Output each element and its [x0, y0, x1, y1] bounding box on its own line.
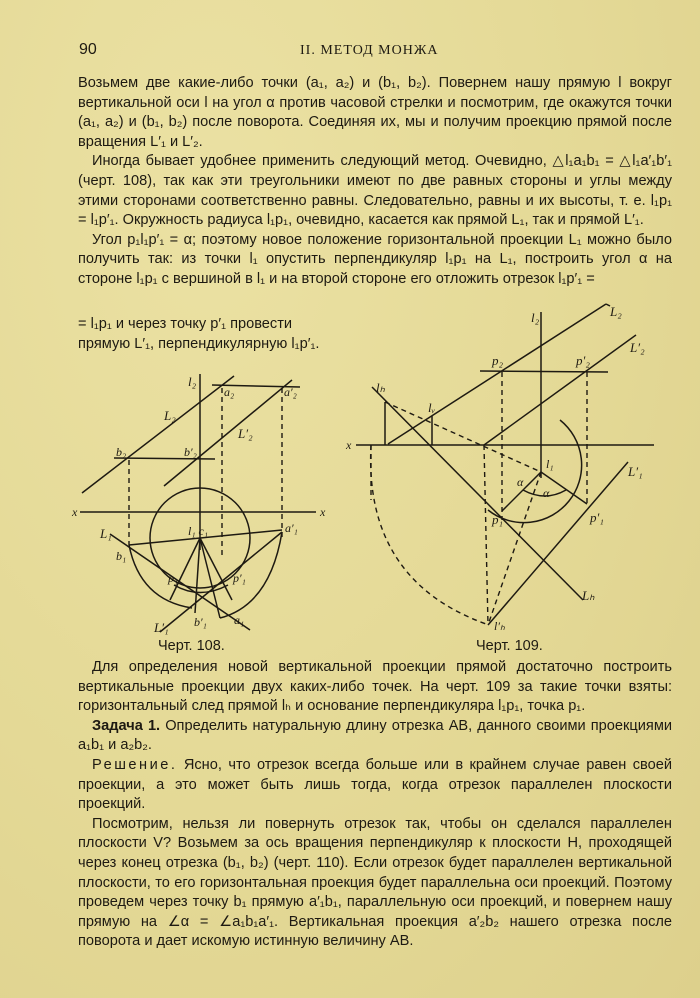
paragraph-final: Посмотрим, нельзя ли повернуть отрезок так, чтобы он сделался параллелен плоскости V? Возьмем за ось вращения перпендикуляр к плоскости H, проходящей через конец отрезка (b₁, b₂) (черт. 110). Если отрезок будет параллелен вертикальной плоскости, то его горизонтальная проекция будет параллельна оси проекций. Поэтому проведем через точку b₁ прямую a′₁b₁, параллельную оси проекций, и повернем нашу прямую на ∠α = ∠a₁b₁a′₁. Вертикальная проекция a′₂b₂ нашего отрезка после поворота и дает искомую истинную величину AB.: [78, 815, 672, 950]
label-p1: p₁: [492, 512, 504, 527]
label-p1-prime: p′₁: [590, 510, 604, 525]
task-label: Задача 1.: [92, 717, 161, 734]
label-a2: a₂: [224, 385, 235, 399]
label-L1-prime: L′₁: [154, 620, 169, 635]
figure-109-diagram: [340, 300, 680, 633]
label-alpha-1: α: [517, 475, 524, 489]
label-L2-prime: L′₂: [630, 340, 645, 355]
caption-fig-109: Черт. 109.: [476, 638, 543, 654]
narrow-line-2: прямую L′₁, перпендикулярную l₁p′₁.: [78, 335, 320, 352]
label-lh-prime: l′ₕ: [494, 619, 505, 633]
label-l1: l₁: [546, 457, 554, 471]
task-text: Определить натуральную длину отрезка AB, данного своими проекциями a₁b₁ и a₂b₂.: [78, 717, 673, 754]
solution-label: Решение.: [92, 756, 178, 773]
narrow-line-1: = l₁p₁ и через точку p′₁ провести: [78, 316, 293, 332]
label-L1: L₁: [100, 526, 112, 541]
label-p2-prime: p′₂: [576, 353, 590, 368]
page-number: 90: [79, 41, 97, 58]
label-l2: l₂: [188, 374, 197, 389]
label-L2-prime: L′₂: [238, 426, 253, 441]
label-x-left: x: [72, 505, 78, 519]
paragraph-4: Для определения новой вертикальной проекции прямой достаточно построить вертикальные проекции двух каких-либо точек. На черт. 109 за такие точки взяты: горизонтальный след прямой lₕ и основание перпендикуляра l₁p₁, точка p₁.: [78, 659, 672, 715]
body-text-bottom: [78, 658, 672, 952]
label-b2: b₂: [116, 445, 127, 459]
figure-108-diagram: [70, 360, 330, 640]
label-p2: p₂: [492, 353, 504, 368]
paragraph-1: Возьмем две какие-либо точки (a₁, a₂) и (b₁, b₂). Повернем нашу прямую l вокруг вертикальной оси l на угол α против часовой стрелки и посмотрим, где окажутся точки (a₁, a₂) и (b₁, b₂) после поворота. Соединяя их, мы и получим проекцию прямой после вращения L′₁ и L′₂.: [78, 75, 672, 150]
label-L2: L₂: [164, 408, 176, 423]
label-b1-prime: b′₁: [194, 615, 207, 629]
label-l1-c1: l₁ c₁: [188, 524, 209, 538]
paragraph-3: Угол p₁l₁p′₁ = α; поэтому новое положение горизонтальной проекции L₁ можно было получить так: из точки l₁ опустить перпендикуляр l₁p₁ на L₁, построить угол α на стороне l₁p₁ с вершиной в l₁ и на второй стороне его отложить отрезок l₁p′₁ =: [78, 231, 672, 287]
label-a1-prime: a′₁: [285, 521, 298, 535]
label-x-right: x: [320, 505, 326, 519]
paragraph-2: Иногда бывает удобнее применить следующий метод. Очевидно, △l₁a₁b₁ = △l₁a′₁b′₁ (черт. 108), так как эти треугольники имеют по две равных стороны и углы между этими сторонами соответственно равны. Следовательно, равны и их высоты, т. е. l₁p₁ = l₁p′₁. Окружность радиуса l₁p₁, очевидно, касается как прямой L₁, так и прямой L′₁.: [78, 153, 672, 229]
label-lh: lₕ: [376, 380, 385, 395]
narrow-text: [78, 315, 348, 354]
label-L1-prime: L′₁: [628, 464, 643, 479]
body-text-top: [78, 74, 672, 290]
running-head: II. МЕТОД МОНЖА: [300, 43, 439, 58]
label-l2: l₂: [531, 310, 540, 325]
label-p1-prime: p′₁: [233, 571, 246, 585]
solution-text: Ясно, что отрезок всегда больше или в крайнем случае равен своей проекции, а это может быть лишь тогда, когда отрезок параллелен плоскости проекций.: [78, 756, 672, 813]
label-b2-prime: b′₂: [184, 445, 197, 459]
label-L2: L₂: [610, 304, 622, 319]
label-lv: lᵥ: [428, 400, 436, 415]
solution-paragraph: [78, 756, 672, 815]
label-p1: p₁: [168, 571, 179, 585]
label-alpha-2: α: [543, 486, 550, 500]
caption-fig-108: Черт. 108.: [158, 638, 225, 654]
label-x: x: [346, 438, 352, 452]
label-b1: b₁: [116, 549, 127, 563]
label-a1: a₁: [234, 613, 245, 627]
task-paragraph: [78, 717, 672, 756]
label-Lh: Lₕ: [582, 588, 595, 603]
label-a2-prime: a′₂: [284, 385, 297, 399]
